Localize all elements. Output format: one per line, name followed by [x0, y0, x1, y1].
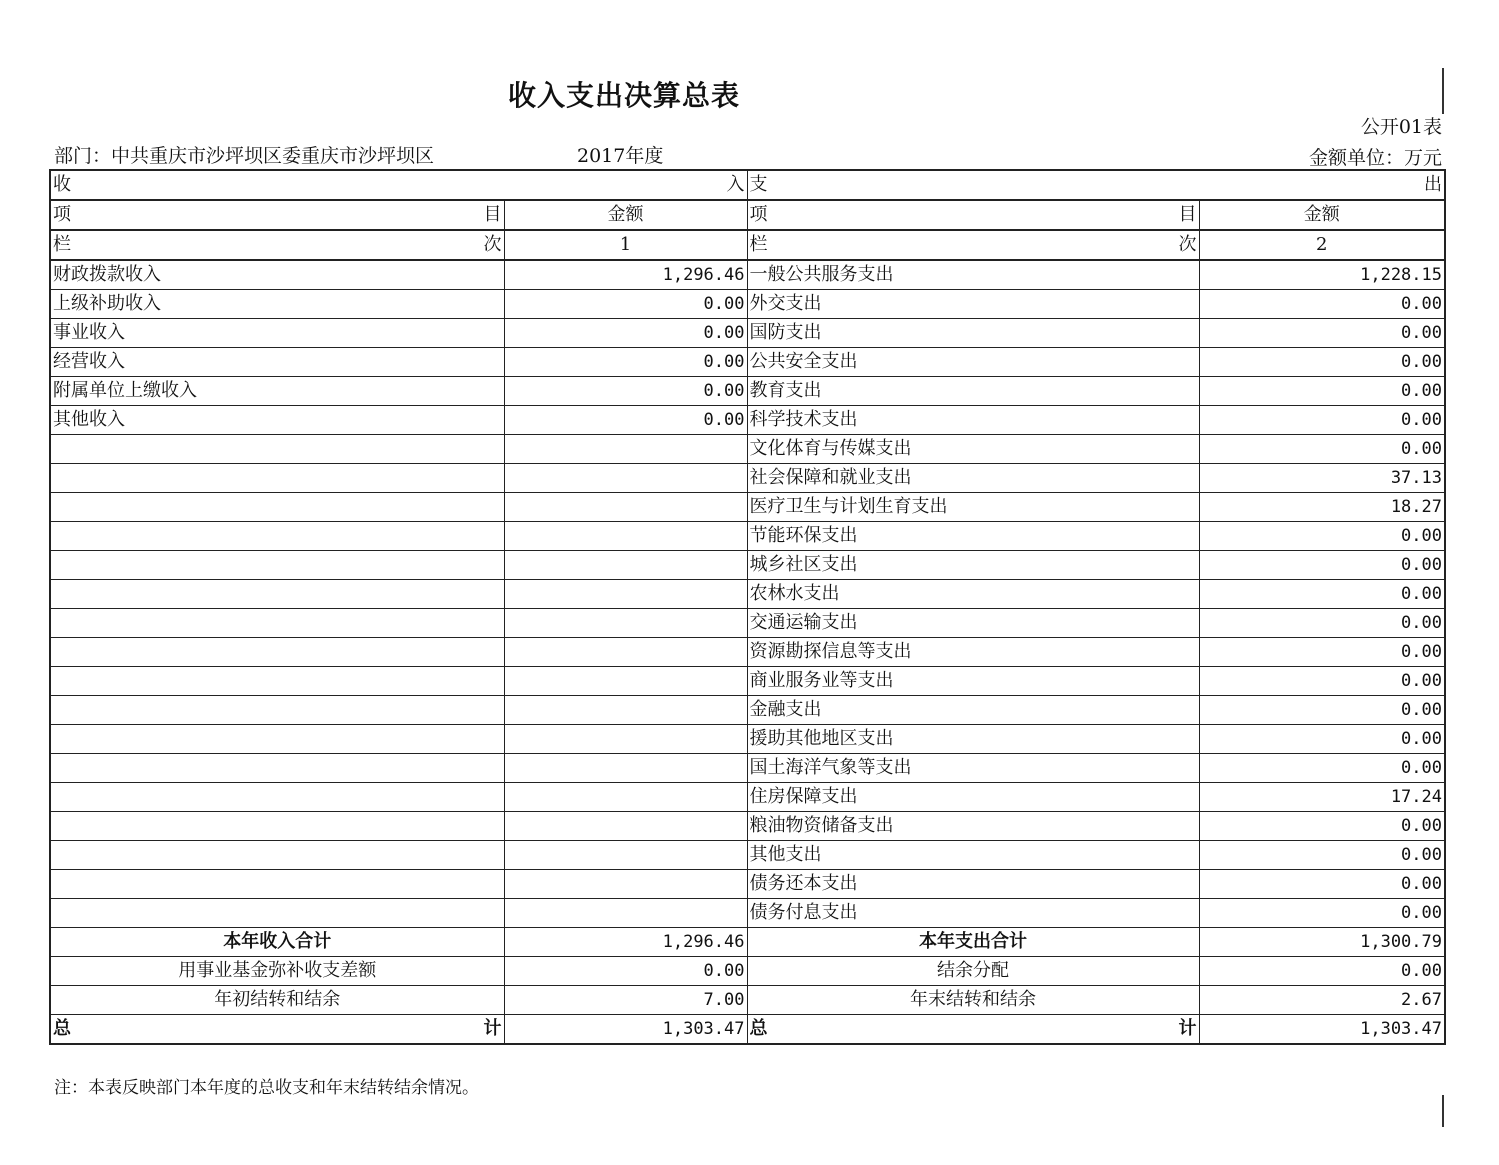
header-row-item	[50, 200, 1445, 230]
total-label-right: 计	[483, 1018, 502, 1039]
expense-amount-cell: 17.24	[1199, 783, 1445, 812]
total-expense-label	[747, 1015, 1199, 1045]
income-item-cell: 经营收入	[50, 348, 504, 377]
item-header-right: 目	[483, 204, 502, 225]
item-header-right: 目	[1178, 204, 1197, 225]
table-row	[50, 406, 1445, 435]
right-edge-line-bottom	[1442, 1095, 1444, 1127]
income-amount-cell: 1,296.46	[504, 260, 747, 290]
summary-expense-item: 本年支出合计	[747, 928, 1199, 957]
col-label-right: 次	[1178, 234, 1197, 255]
income-amount-cell	[504, 609, 747, 638]
expense-item-cell: 债务还本支出	[747, 870, 1199, 899]
expense-amount-header: 金额	[1199, 200, 1445, 230]
income-amount-header: 金额	[504, 200, 747, 230]
income-item-cell	[50, 464, 504, 493]
expense-amount-cell: 0.00	[1199, 667, 1445, 696]
table-row	[50, 580, 1445, 609]
income-amount-cell	[504, 696, 747, 725]
expense-item-cell: 公共安全支出	[747, 348, 1199, 377]
expense-item-cell: 文化体育与传媒支出	[747, 435, 1199, 464]
header-row-column-number	[50, 230, 1445, 260]
expense-item-header	[747, 200, 1199, 230]
income-item-cell: 附属单位上缴收入	[50, 377, 504, 406]
col-label-left: 栏	[749, 234, 768, 255]
table-row	[50, 260, 1445, 290]
expense-amount-cell: 0.00	[1199, 696, 1445, 725]
expense-amount-cell: 0.00	[1199, 551, 1445, 580]
report-title: 收入支出决算总表	[508, 79, 741, 112]
expense-amount-cell: 0.00	[1199, 377, 1445, 406]
expense-amount-cell: 0.00	[1199, 812, 1445, 841]
expense-item-cell: 医疗卫生与计划生育支出	[747, 493, 1199, 522]
expense-column-number: 2	[1199, 230, 1445, 260]
income-expense-table	[49, 169, 1446, 1045]
expense-item-cell: 节能环保支出	[747, 522, 1199, 551]
table-row	[50, 493, 1445, 522]
income-amount-cell	[504, 725, 747, 754]
expense-amount-cell: 0.00	[1199, 435, 1445, 464]
income-item-cell	[50, 580, 504, 609]
expense-amount-cell: 0.00	[1199, 870, 1445, 899]
table-row	[50, 696, 1445, 725]
expense-amount-cell: 0.00	[1199, 319, 1445, 348]
income-item-cell	[50, 638, 504, 667]
expense-amount-cell: 0.00	[1199, 580, 1445, 609]
amount-unit: 金额单位：万元	[1308, 147, 1442, 169]
income-item-cell	[50, 493, 504, 522]
income-amount-cell	[504, 580, 747, 609]
income-item-cell	[50, 812, 504, 841]
expense-item-cell: 外交支出	[747, 290, 1199, 319]
table-row	[50, 638, 1445, 667]
income-amount-cell: 0.00	[504, 348, 747, 377]
expense-amount-cell: 0.00	[1199, 899, 1445, 928]
expense-item-cell: 其他支出	[747, 841, 1199, 870]
expense-amount-cell: 0.00	[1199, 348, 1445, 377]
income-amount-cell: 0.00	[504, 319, 747, 348]
income-item-cell	[50, 551, 504, 580]
expense-item-cell: 债务付息支出	[747, 899, 1199, 928]
income-item-cell	[50, 899, 504, 928]
table-row	[50, 522, 1445, 551]
income-item-cell: 事业收入	[50, 319, 504, 348]
income-amount-cell	[504, 783, 747, 812]
summary-expense-item: 结余分配	[747, 957, 1199, 986]
income-column-label	[50, 230, 504, 260]
report-year: 2017年度	[577, 145, 664, 167]
footnote: 注：本表反映部门本年度的总收支和年末结转结余情况。	[54, 1078, 479, 1098]
income-item-cell	[50, 841, 504, 870]
total-label-left: 总	[749, 1018, 768, 1039]
expense-amount-cell: 0.00	[1199, 638, 1445, 667]
income-amount-cell	[504, 435, 747, 464]
expense-item-cell: 一般公共服务支出	[747, 260, 1199, 290]
income-item-cell	[50, 754, 504, 783]
expense-amount-cell: 0.00	[1199, 522, 1445, 551]
table-row	[50, 870, 1445, 899]
income-amount-cell	[504, 841, 747, 870]
summary-income-amount: 0.00	[504, 957, 747, 986]
income-item-cell	[50, 522, 504, 551]
expense-header	[747, 170, 1445, 200]
income-item-cell	[50, 870, 504, 899]
expense-amount-cell: 0.00	[1199, 609, 1445, 638]
expense-item-cell: 国土海洋气象等支出	[747, 754, 1199, 783]
income-item-cell	[50, 725, 504, 754]
table-row	[50, 841, 1445, 870]
income-amount-cell	[504, 464, 747, 493]
item-header-left: 项	[53, 204, 71, 225]
summary-row	[50, 928, 1445, 957]
total-label-right: 计	[1178, 1018, 1197, 1039]
income-item-cell	[50, 667, 504, 696]
income-item-cell	[50, 435, 504, 464]
income-amount-cell	[504, 667, 747, 696]
expense-item-cell: 农林水支出	[747, 580, 1199, 609]
expense-item-cell: 商业服务业等支出	[747, 667, 1199, 696]
income-amount-cell: 0.00	[504, 290, 747, 319]
expense-item-cell: 国防支出	[747, 319, 1199, 348]
table-row	[50, 667, 1445, 696]
item-header-left: 项	[749, 204, 768, 225]
total-expense-amount: 1,303.47	[1199, 1015, 1445, 1045]
income-item-cell: 其他收入	[50, 406, 504, 435]
expense-item-cell: 城乡社区支出	[747, 551, 1199, 580]
income-amount-cell	[504, 493, 747, 522]
expense-item-cell: 金融支出	[747, 696, 1199, 725]
col-label-right: 次	[483, 234, 502, 255]
col-label-left: 栏	[53, 234, 71, 255]
table-row	[50, 754, 1445, 783]
total-income-label	[50, 1015, 504, 1045]
form-number: 公开01表	[1360, 116, 1442, 138]
income-amount-cell	[504, 522, 747, 551]
table-row	[50, 812, 1445, 841]
income-amount-cell: 0.00	[504, 377, 747, 406]
income-amount-cell	[504, 899, 747, 928]
income-item-cell: 财政拨款收入	[50, 260, 504, 290]
income-item-cell	[50, 609, 504, 638]
table-row	[50, 725, 1445, 754]
table-row	[50, 319, 1445, 348]
income-header-right: 入	[726, 174, 745, 195]
expense-amount-cell: 37.13	[1199, 464, 1445, 493]
income-amount-cell	[504, 812, 747, 841]
expense-item-cell: 交通运输支出	[747, 609, 1199, 638]
income-item-cell: 上级补助收入	[50, 290, 504, 319]
total-row	[50, 1015, 1445, 1045]
income-header-left: 收	[53, 174, 71, 195]
expense-item-cell: 粮油物资储备支出	[747, 812, 1199, 841]
expense-item-cell: 社会保障和就业支出	[747, 464, 1199, 493]
table-row	[50, 435, 1445, 464]
table-row	[50, 551, 1445, 580]
expense-amount-cell: 18.27	[1199, 493, 1445, 522]
income-amount-cell	[504, 551, 747, 580]
income-item-header	[50, 200, 504, 230]
income-amount-cell	[504, 638, 747, 667]
table-row	[50, 464, 1445, 493]
expense-amount-cell: 0.00	[1199, 725, 1445, 754]
income-amount-cell	[504, 754, 747, 783]
table-row	[50, 783, 1445, 812]
table-row	[50, 290, 1445, 319]
summary-expense-amount: 1,300.79	[1199, 928, 1445, 957]
total-label-left: 总	[53, 1018, 71, 1039]
expense-amount-cell: 0.00	[1199, 406, 1445, 435]
table-row	[50, 348, 1445, 377]
income-header	[50, 170, 747, 200]
summary-income-item: 年初结转和结余	[50, 986, 504, 1015]
summary-income-amount: 7.00	[504, 986, 747, 1015]
table-row	[50, 609, 1445, 638]
summary-expense-amount: 2.67	[1199, 986, 1445, 1015]
summary-income-item: 本年收入合计	[50, 928, 504, 957]
expense-item-cell: 科学技术支出	[747, 406, 1199, 435]
income-column-number: 1	[504, 230, 747, 260]
table-row	[50, 899, 1445, 928]
expense-header-left: 支	[749, 174, 768, 195]
expense-amount-cell: 1,228.15	[1199, 260, 1445, 290]
total-income-amount: 1,303.47	[504, 1015, 747, 1045]
header-row-income-expense	[50, 170, 1445, 200]
expense-amount-cell: 0.00	[1199, 841, 1445, 870]
summary-expense-item: 年末结转和结余	[747, 986, 1199, 1015]
summary-row	[50, 986, 1445, 1015]
expense-item-cell: 资源勘探信息等支出	[747, 638, 1199, 667]
income-item-cell	[50, 696, 504, 725]
expense-item-cell: 住房保障支出	[747, 783, 1199, 812]
summary-income-item: 用事业基金弥补收支差额	[50, 957, 504, 986]
summary-income-amount: 1,296.46	[504, 928, 747, 957]
income-item-cell	[50, 783, 504, 812]
table-row	[50, 377, 1445, 406]
expense-item-cell: 援助其他地区支出	[747, 725, 1199, 754]
department-label: 部门：中共重庆市沙坪坝区委重庆市沙坪坝区	[54, 145, 435, 167]
summary-expense-amount: 0.00	[1199, 957, 1445, 986]
right-edge-line	[1442, 68, 1444, 114]
expense-header-right: 出	[1424, 174, 1442, 195]
expense-column-label	[747, 230, 1199, 260]
summary-row	[50, 957, 1445, 986]
expense-amount-cell: 0.00	[1199, 290, 1445, 319]
income-amount-cell: 0.00	[504, 406, 747, 435]
expense-item-cell: 教育支出	[747, 377, 1199, 406]
expense-amount-cell: 0.00	[1199, 754, 1445, 783]
income-amount-cell	[504, 870, 747, 899]
